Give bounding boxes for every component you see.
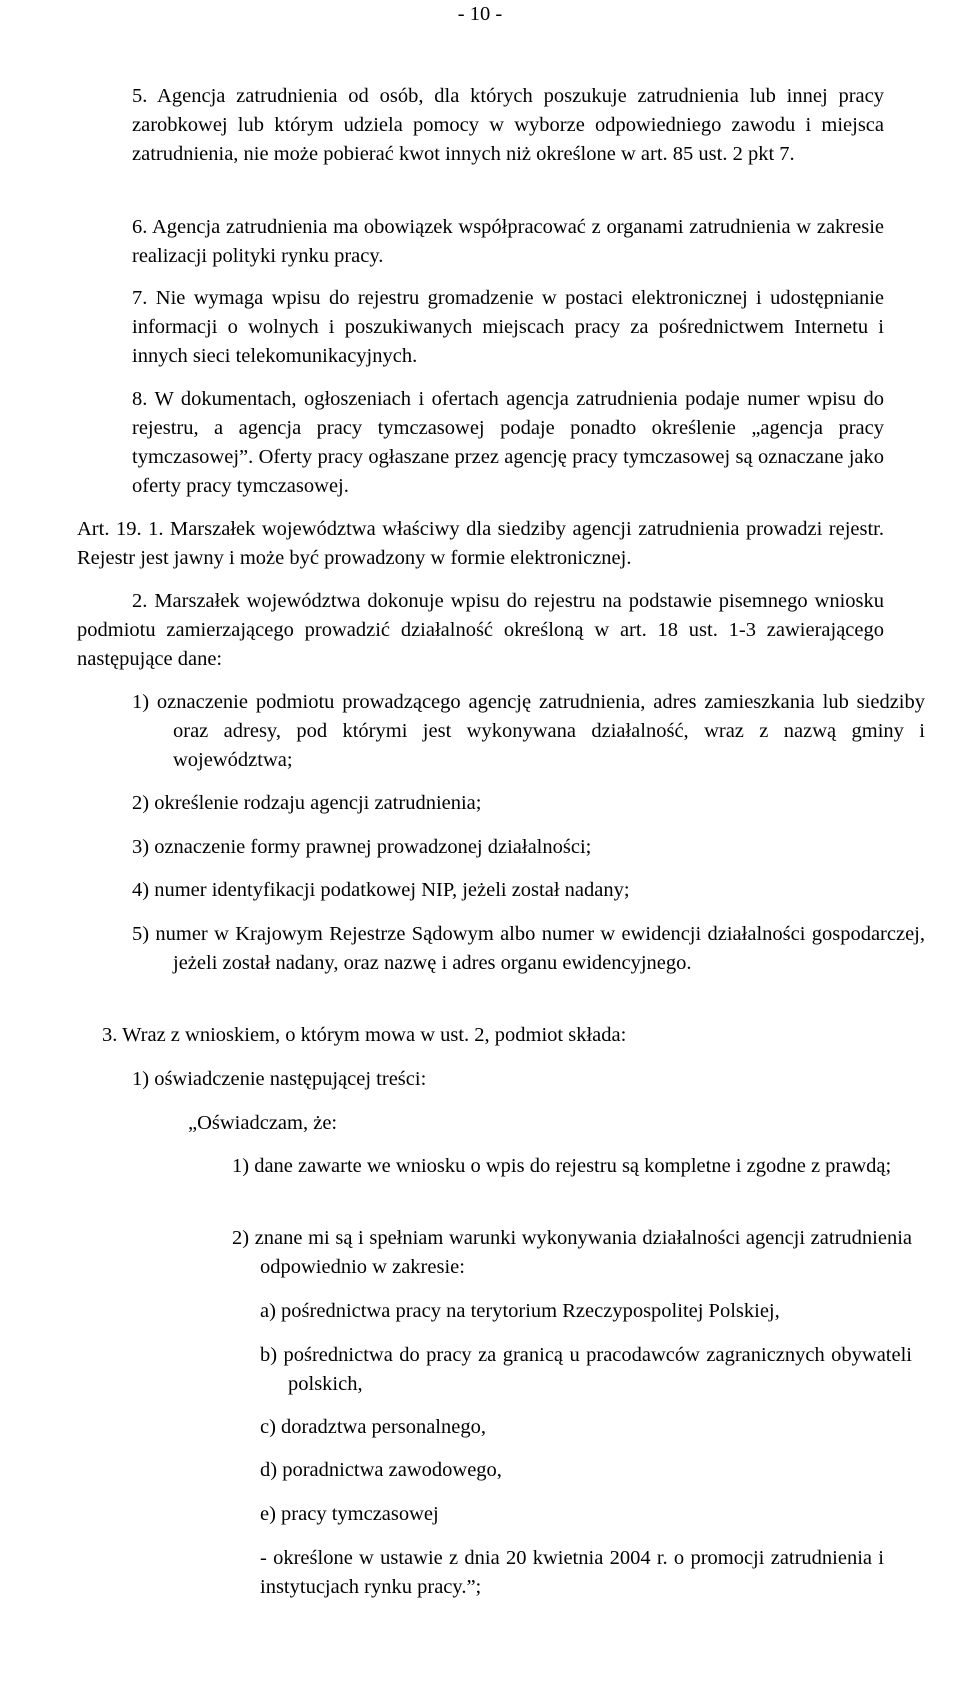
article-19-section-1 xyxy=(77,515,884,573)
article-19-section-2: 2. Marszałek województwa dokonuje wpisu do rejestru na podstawie pisemnego wniosku podmiotu zamierzającego prowadzić działalność określoną w art. 18 ust. 1-3 zawierającego następujące dane: xyxy=(77,590,884,670)
scope-item-d: d) poradnictwa zawodowego, xyxy=(260,1459,502,1481)
list-item-2-4: 4) numer identyfikacji podatkowej NIP, jeżeli został nadany; xyxy=(132,879,630,901)
scope-item-a: a) pośrednictwa pracy na terytorium Rzeczypospolitej Polskiej, xyxy=(260,1300,780,1322)
paragraph-6: 6. Agencja zatrudnienia ma obowiązek współpracować z organami zatrudnienia w zakresie realizacji polityki rynku pracy. xyxy=(132,216,884,267)
list-item-2-1: 1) oznaczenie podmiotu prowadzącego agencję zatrudnienia, adres zamieszkania lub siedziby oraz adresy, pod którymi jest wykonywana działalność, wraz z nazwą gminy i województwa; xyxy=(132,691,925,771)
scope-item-e: e) pracy tymczasowej xyxy=(260,1503,439,1525)
list-item-2-2: 2) określenie rodzaju agencji zatrudnienia; xyxy=(132,792,482,814)
declaration-intro: „Oświadczam, że: xyxy=(188,1112,338,1134)
article-19-section-3: 3. Wraz z wnioskiem, o którym mowa w ust. 2, podmiot składa: xyxy=(102,1024,627,1046)
list-item-2-3: 3) oznaczenie formy prawnej prowadzonej działalności; xyxy=(132,836,592,858)
declaration-item-1: 1) dane zawarte we wniosku o wpis do rejestru są kompletne i zgodne z prawdą; xyxy=(232,1155,892,1177)
declaration-closing: - określone w ustawie z dnia 20 kwietnia 2004 r. o promocji zatrudnienia i instytucjach rynku pracy.”; xyxy=(260,1547,884,1598)
declaration-item-2: 2) znane mi są i spełniam warunki wykonywania działalności agencji zatrudnienia odpowiednio w zakresie: xyxy=(232,1227,912,1278)
paragraph-7: 7. Nie wymaga wpisu do rejestru gromadzenie w postaci elektronicznej i udostępnianie informacji o wolnych i poszukiwanych miejscach pracy za pośrednictwem Internetu i innych sieci telekomunikacyjnych. xyxy=(132,287,884,367)
paragraph-8: 8. W dokumentach, ogłoszeniach i ofertach agencja zatrudnienia podaje numer wpisu do rejestru, a agencja pracy tymczasowej podaje ponadto określenie „agencja pracy tymczasowej”. Oferty pracy ogłaszane przez agencję pracy tymczasowej są oznaczane jako oferty pracy tymczasowej. xyxy=(132,388,884,497)
list-item-2-5: 5) numer w Krajowym Rejestrze Sądowym albo numer w ewidencji działalności gospodarczej, jeżeli został nadany, oraz nazwę i adres organu ewidencyjnego. xyxy=(132,923,925,974)
paragraph-5: 5. Agencja zatrudnienia od osób, dla których poszukuje zatrudnienia lub innej pracy zarobkowej lub którym udziela pomocy w wyborze odpowiedniego zawodu i miejsca zatrudnienia, nie może pobierać kwot innych niż określone w art. 85 ust. 2 pkt 7. xyxy=(132,85,884,165)
page-number: - 10 - xyxy=(457,3,503,25)
list-item-3-1: 1) oświadczenie następującej treści: xyxy=(132,1068,427,1090)
article-19-section-1-text: Art. 19. 1. Marszałek województwa właściwy dla siedziby agencji zatrudnienia prowadzi rejestr. Rejestr jest jawny i może być prowadzony w formie elektronicznej. xyxy=(77,518,884,569)
scope-item-c: c) doradztwa personalnego, xyxy=(260,1416,486,1438)
scope-item-b: b) pośrednictwa do pracy za granicą u pracodawców zagranicznych obywateli polskich, xyxy=(260,1344,912,1395)
